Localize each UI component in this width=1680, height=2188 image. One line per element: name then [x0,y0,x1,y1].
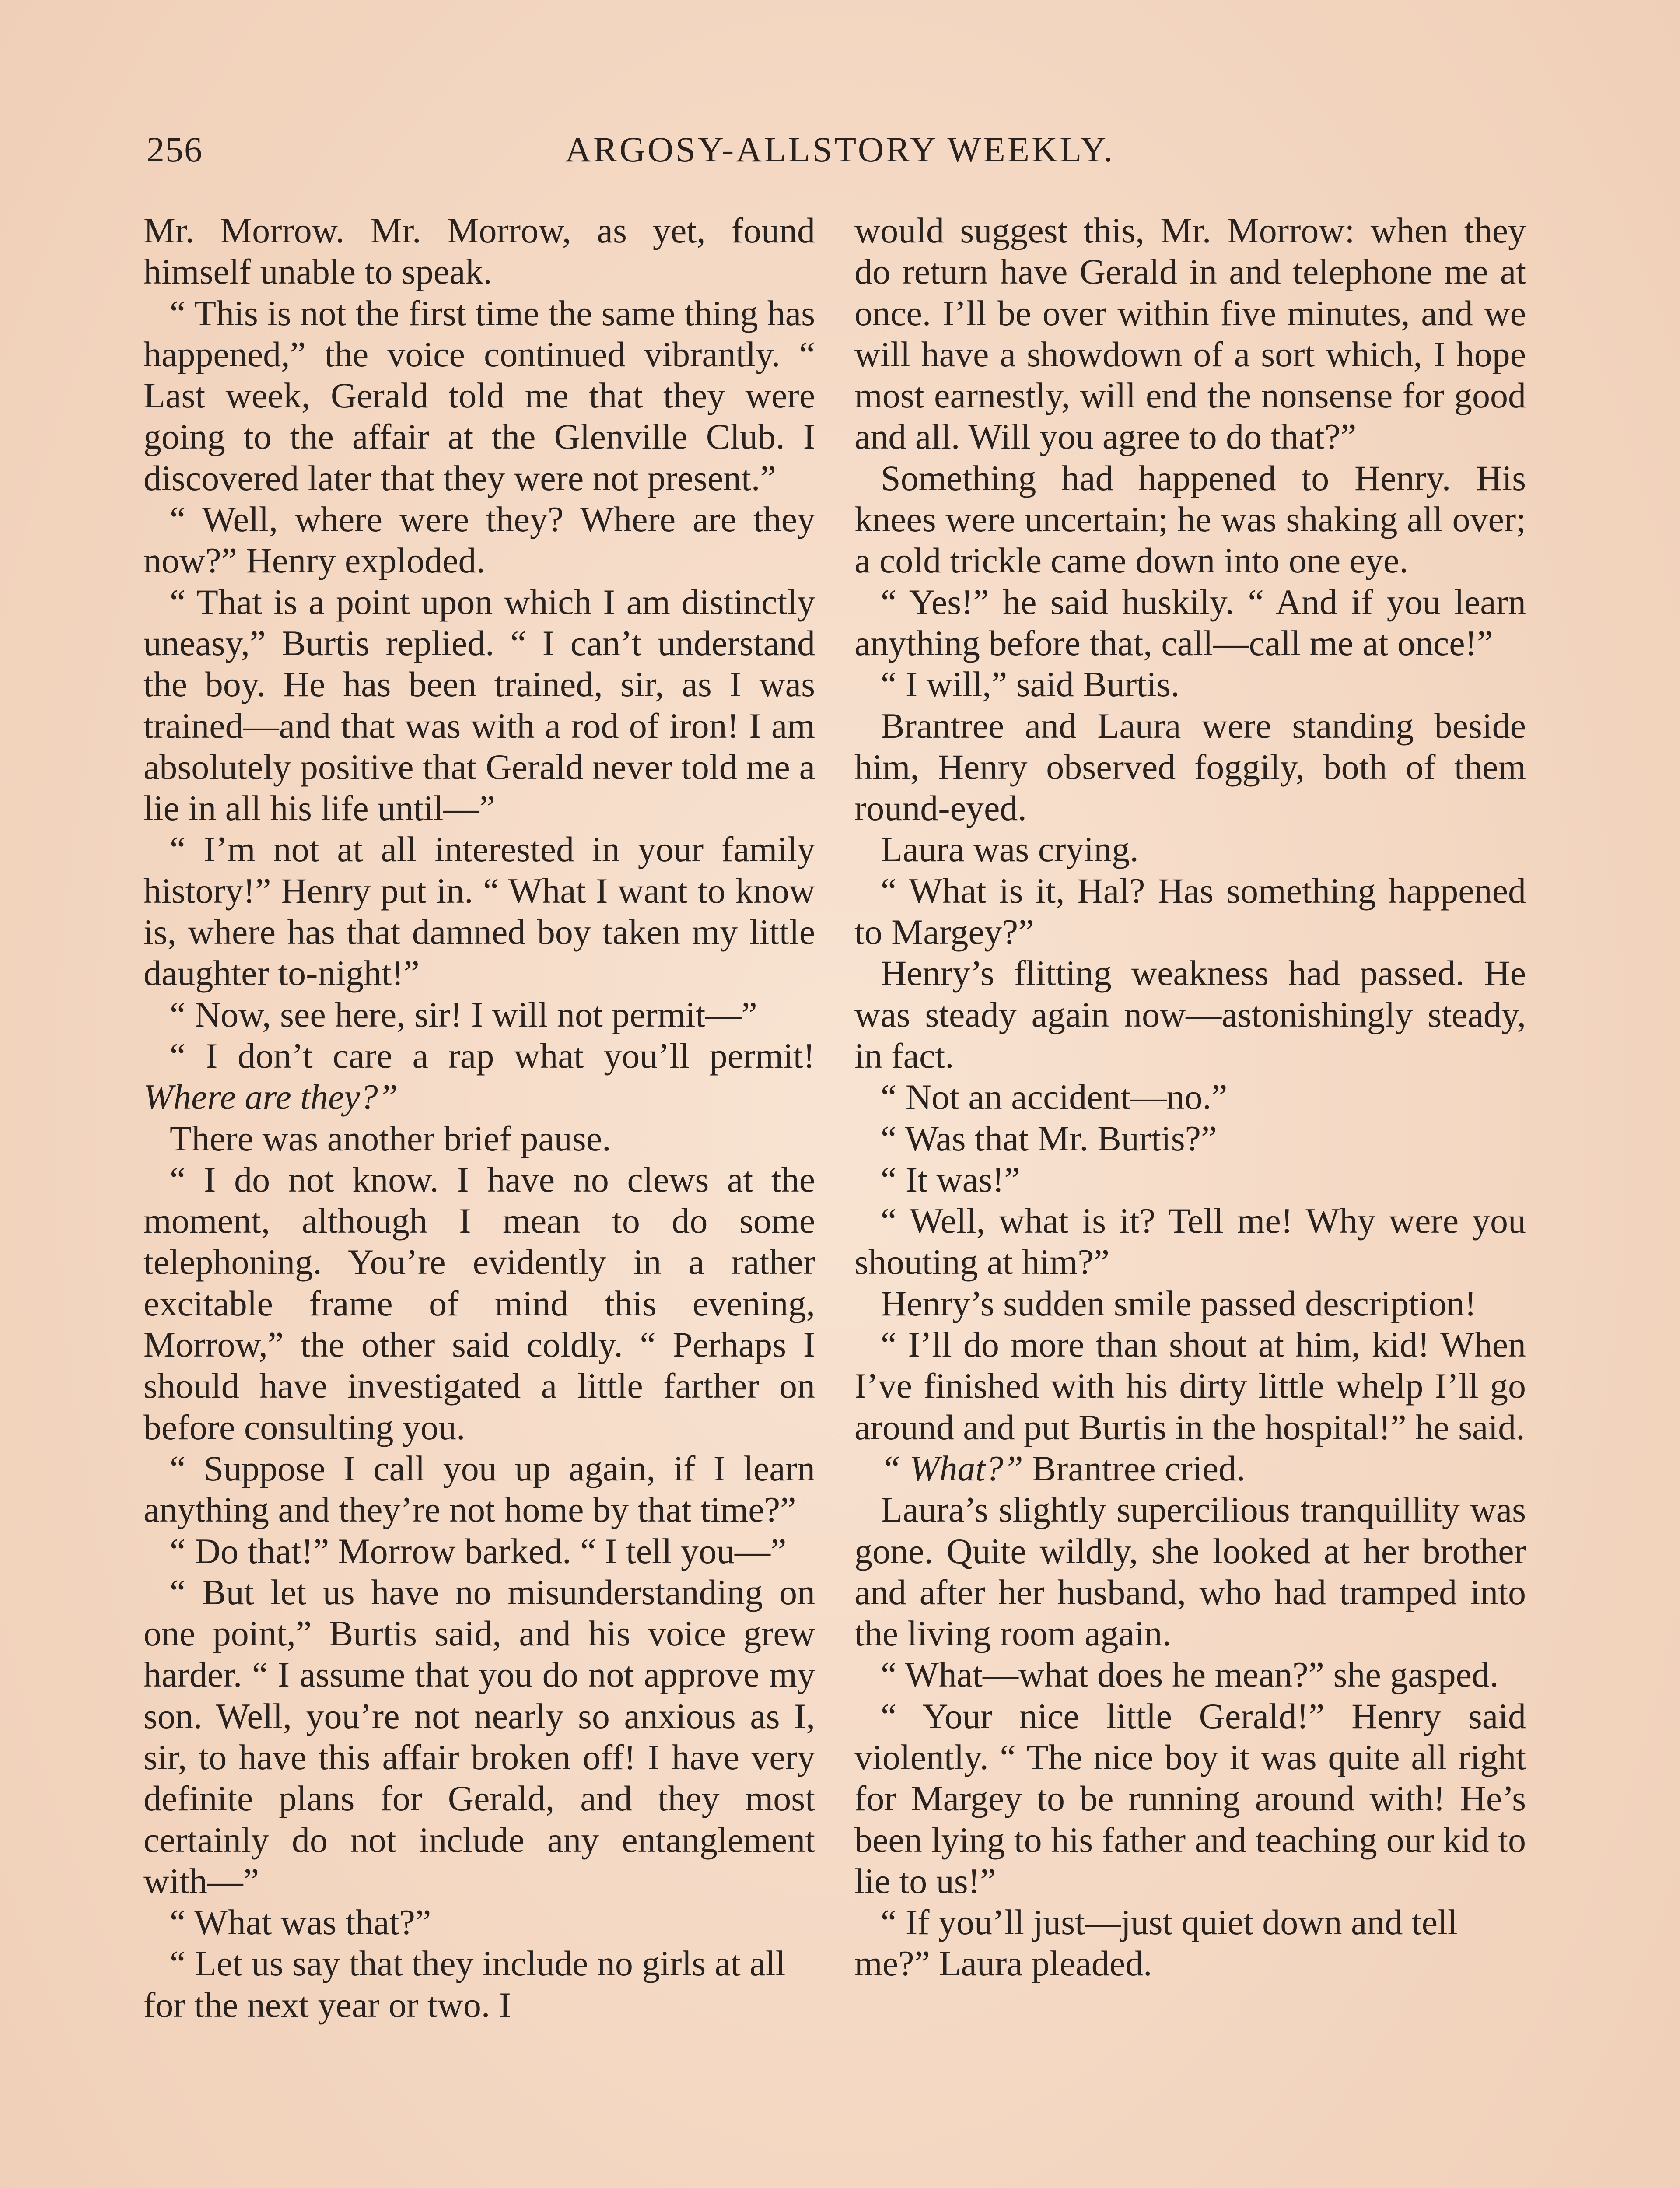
paragraph-text: “ I do not know. I have no clews at the moment, although I mean to do some telephoning. You’re evidently in a rather excitable frame of mind this evening, Morrow,” the other said coldly. “ Perhaps I should have investigated a little farther on before consulting you. [144,1159,815,1447]
paragraph [854,870,1526,953]
paragraph-text: “ That is a point upon which I am distinctly uneasy,” Burtis replied. “ I can’t understand the boy. He has been trained, sir, as I was trained—and that was with a rod of iron! I am absolutely positive that Gerald never told me a lie in all his life until—” [144,582,815,828]
paragraph-text: Brantree cried. [1023,1448,1246,1488]
paragraph [854,1448,1526,1489]
paragraph-text: “ Your nice little Gerald!” Henry said violently. “ The nice boy it was quite all right for Margey to be running around with! He’s been lying to his father and teaching our kid to lie to us!” [854,1696,1526,1901]
paragraph [854,953,1526,1076]
paragraph-text: “ It was!” [881,1159,1020,1199]
paragraph [144,1159,815,1448]
paragraph-text: Mr. Morrow. Mr. Morrow, as yet, found himself unable to speak. [144,210,815,292]
paragraph-text: “ Suppose I call you up again, if I learn anything and they’re not home by that time?” [144,1448,815,1530]
paragraph-text: “ I’ll do more than shout at him, kid! When I’ve finished with his dirty little whelp I’ll go around and put Burtis in the hospital!” he said. [854,1325,1526,1447]
paragraph [144,582,815,829]
paragraph [854,664,1526,705]
paragraph [144,829,815,994]
paragraph-text: Laura was crying. [881,829,1139,870]
paragraph [854,1696,1526,1902]
paragraph [144,1448,815,1531]
paragraph [854,1902,1526,1985]
paragraph-text: “ What is it, Hal? Has something happened to Margey?” [854,870,1526,952]
paragraph-text: “ Yes!” he said huskily. “ And if you learn anything before that, call—call me at once!” [854,582,1526,663]
paragraph [144,499,815,582]
paragraph-text: “ I will,” said Burtis. [881,664,1180,705]
paragraph-text: “ What—what does he mean?” she gasped. [881,1655,1499,1695]
paragraph [854,458,1526,582]
right-text-column [854,210,1526,1985]
paragraph-text: “ Well, where were they? Where are they now?” Henry exploded. [144,499,815,581]
paragraph [854,1324,1526,1448]
paragraph-text: “ If you’ll just—just quiet down and tell me?” Laura pleaded. [854,1902,1458,1984]
paragraph-text: Laura’s slightly supercilious tranquillity was gone. Quite wildly, she looked at her brother and after her husband, who had tramped into the living room again. [854,1490,1526,1654]
paragraph [854,1076,1526,1118]
paragraph [854,1283,1526,1324]
paragraph [144,1902,815,1943]
paragraph [854,210,1526,458]
paragraph [854,1654,1526,1695]
paragraph-text: “ Do that!” Morrow barked. “ I tell you—” [170,1531,787,1571]
paragraph [144,1118,815,1159]
paragraph [144,1943,815,2026]
paragraph [144,293,815,499]
paragraph [144,1572,815,1902]
paragraph-text: “ What was that?” [170,1902,431,1943]
paragraph [144,1531,815,1572]
left-text-column [144,210,815,2026]
paragraph [854,1118,1526,1159]
paragraph-text: Henry’s flitting weakness had passed. He was steady again now—astonishingly steady, in fact. [854,953,1526,1076]
paragraph-text: Something had happened to Henry. His knees were uncertain; he was shaking all over; a cold trickle came down into one eye. [854,458,1526,581]
page-number: 256 [147,130,203,169]
page-header [147,129,1533,177]
emphasized-text: “ What?” [881,1448,1023,1488]
paragraph [854,829,1526,870]
paragraph-text: “ I don’t care a rap what you’ll permit! [170,1035,815,1076]
paragraph-text: would suggest this, Mr. Morrow: when they do return have Gerald in and telephone me at once. I’ll be over within five minutes, and we will have a showdown of a sort which, I hope most earnestly, will end the nonsense for good and all. Will you agree to do that?” [854,210,1526,457]
paragraph [854,705,1526,829]
emphasized-text: Where are they?” [144,1077,398,1117]
paragraph-text: “ Well, what is it? Tell me! Why were you shouting at him?” [854,1201,1526,1282]
paragraph [854,1159,1526,1200]
paragraph-text: “ Let us say that they include no girls at all for the next year or two. I [144,1943,786,2025]
paragraph-text: Brantree and Laura were standing beside him, Henry observed foggily, both of them round-eyed. [854,705,1526,828]
paragraph-text: “ I’m not at all interested in your family history!” Henry put in. “ What I want to know is, where has that damned boy taken my little daughter to-night!” [144,829,815,993]
paragraph-text: “ Not an accident—no.” [881,1077,1228,1117]
paragraph-text: Henry’s sudden smile passed description! [881,1283,1477,1323]
paragraph [144,994,815,1035]
paragraph [854,1200,1526,1283]
paragraph [144,210,815,293]
paragraph [144,1035,815,1118]
paragraph-text: “ Was that Mr. Burtis?” [881,1118,1217,1158]
paragraph-text: “ Now, see here, sir! I will not permit—” [170,994,757,1034]
paragraph-text: “ But let us have no misunderstanding on one point,” Burtis said, and his voice grew harder. “ I assume that you do not approve my son. Well, you’re not nearly so anxious as I, sir, to have this affair broken off! I have very definite plans for Gerald, and they most certainly do not include any entanglement with—” [144,1572,815,1901]
running-title: ARGOSY-ALLSTORY WEEKLY. [565,130,1115,169]
paragraph-text: “ This is not the first time the same thing has happened,” the voice continued vibrantly. “ Last week, Gerald told me that they were going to the affair at the Glenville Club. I discovered later that they were not present.” [144,293,815,498]
paragraph-text: There was another brief pause. [170,1118,611,1158]
paragraph [854,1489,1526,1654]
paragraph [854,582,1526,664]
